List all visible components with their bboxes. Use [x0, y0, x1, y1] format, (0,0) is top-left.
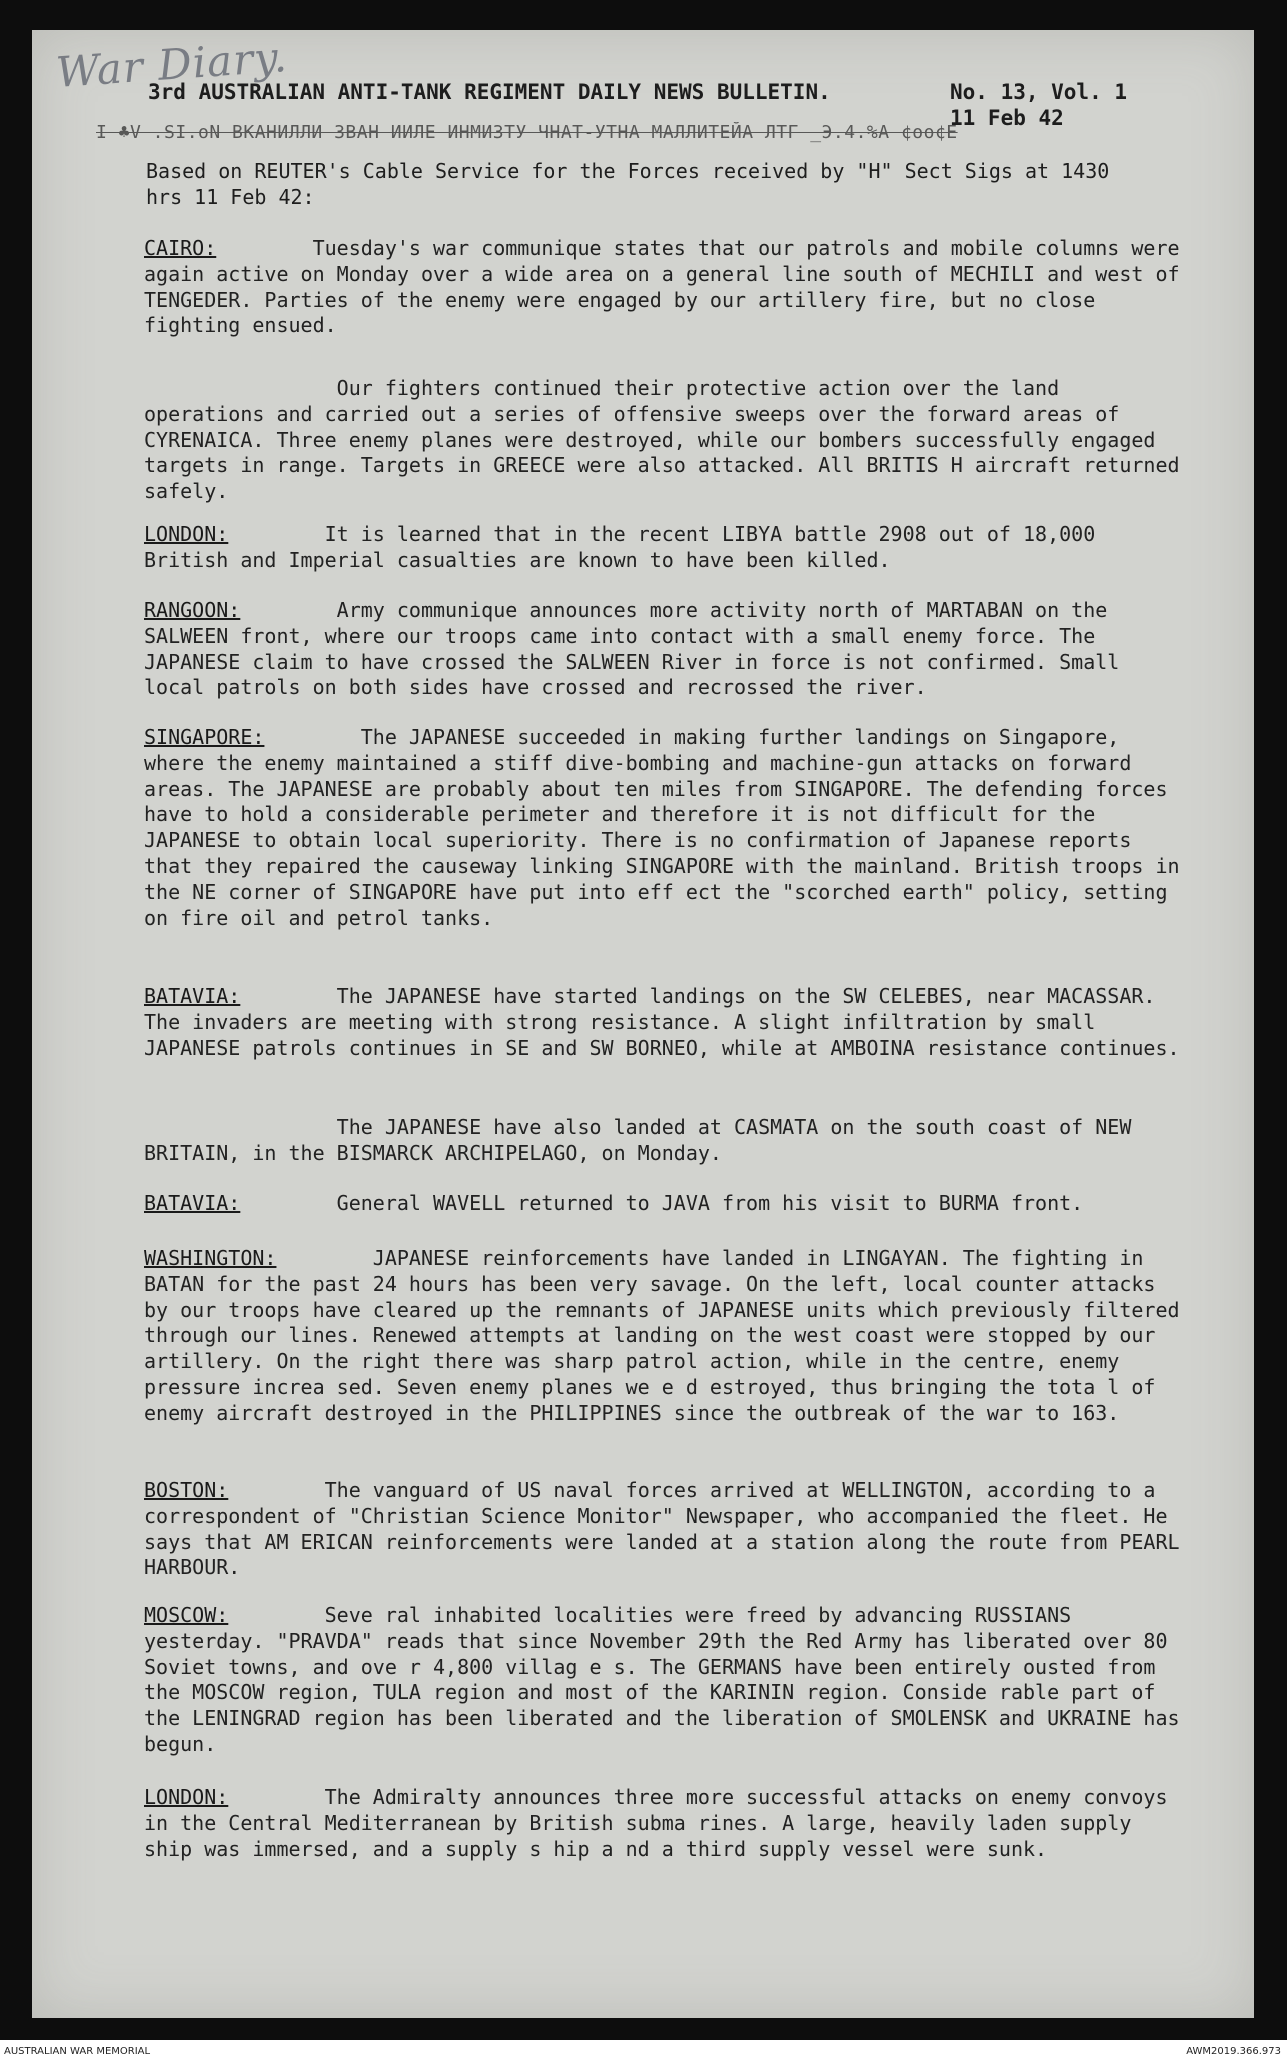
news-text: JAPANESE reinforcements have landed in LINGAYAN. The fighting in BATAN for the past 24 hours has been very savage. On the left, local counter attacks by our troops have cleared up the remnants of JAPANESE units which previously filtered through our lines. Renewed attempts at landing on the west coast were stopped by our artillery. On the right there was sharp patrol action, while in the centre, enemy pressure increa sed. Seven enemy planes we e d estroyed, thus bringing the tota l of enemy aircraft destroyed in the PHILIPPINES since the outbreak of the war to 163. — [144, 1246, 1192, 1425]
bulletin-date: 11 Feb 42 — [950, 106, 1064, 130]
news-item — [144, 522, 1184, 574]
issue-number: No. 13, Vol. 1 — [950, 80, 1128, 104]
dateline-place: BOSTON: — [144, 1478, 229, 1502]
dateline-place: LONDON: — [144, 522, 229, 546]
dateline-place: RANGOON: — [144, 598, 241, 622]
news-text: General WAVELL returned to JAVA from his visit to BURMA front. — [336, 1191, 1084, 1215]
dateline-place: CAIRO: — [144, 236, 217, 260]
news-text: The JAPANESE have started landings on the SW CELEBES, near MACASSAR. The invaders are meeting with strong resistance. A slight infiltration by small JAPANESE patrols continues in SE and SW BORNEO, while at AMBOINA resistance continues. — [144, 984, 1180, 1060]
footer — [0, 2044, 1287, 2061]
news-text: It is learned that in the recent LIBYA battle 2908 out of 18,000 British and Imperial casualties are known to have been killed. — [144, 522, 1108, 572]
dateline-place: LONDON: — [144, 1785, 229, 1809]
news-item — [144, 598, 1184, 701]
dateline-place: SINGAPORE: — [144, 725, 265, 749]
dateline-place: MOSCOW: — [144, 1603, 229, 1627]
news-item — [144, 984, 1184, 1061]
news-text: Army communique announces more activity north of MARTABAN on the SALWEEN front, where our troops came into contact with a small enemy force. The JAPANESE claim to have crossed the SALWEEN River in force is not confirmed. Small local patrols on both sides have crossed and recrossed the river. — [144, 598, 1132, 700]
news-text: The JAPANESE have also landed at CASMATA on the south coast of NEW BRITAIN, in the BISMARCK ARCHIPELAGO, on Monday. — [144, 1115, 1144, 1165]
news-text: The vanguard of US naval forces arrived at WELLINGTON, according to a correspondent of "Christian Science Monitor" Newspaper, who accompanied the fleet. He says that AM ERICAN reinforcements were landed at a station along the route from PEARL HARBOUR. — [144, 1478, 1192, 1580]
footer-accession: AWM2019.366.973 — [1186, 2046, 1281, 2057]
news-text: Our fighters continued their protective action over the land operations and carried out a series of offensive sweeps over the forward areas of CYRENAICA. Three enemy planes were destroyed, while our bombers successfully engaged targets in range. Targets in GREECE were also attacked. All BRITIS H aircraft returned safely. — [144, 376, 1192, 504]
news-text: The JAPANESE succeeded in making further landings on Singapore, where the enemy maintained a stiff dive-bombing and machine-gun attacks on forward areas. The JAPANESE are probably about ten miles from SINGAPORE. The defending forces have to hold a considerable perimeter and therefore it is not difficult for the JAPANESE to obtain local superiority. There is no confirmation of Japanese reports that they repaired the causeway linking SINGAPORE with the mainland. British troops in the NE corner of SINGAPORE have put into eff ect the "scorched earth" policy, setting on fire oil and petrol tanks. — [144, 725, 1192, 930]
handwritten-note: War Diary. — [54, 31, 290, 98]
news-item — [144, 1115, 1184, 1167]
news-item — [144, 376, 1192, 505]
intro-paragraph: Based on REUTER's Cable Service for the Forces received by "H" Sect Sigs at 1430 hrs 11 Feb 42: — [146, 159, 1110, 209]
news-item — [144, 1191, 1184, 1217]
news-text: Tuesday's war communique states that our patrols and mobile columns were again active on Monday over a wide area on a general line south of MECHILI and west of TENGEDER. Parties of the enemy were engaged by our artillery fire, but no close fighting ensued. — [144, 236, 1192, 338]
news-text: The Admiralty announces three more successful attacks on enemy convoys in the Central Mediterranean by British subma rines. A large, heavily laden supply ship was immersed, and a supply s hip a nd a third supply vessel were sunk. — [144, 1785, 1180, 1861]
dateline-place: WASHINGTON: — [144, 1246, 277, 1270]
struck-out-line: I ♣V .SI.oN ВКАНИЛЛИ ЗВАН ИИЛЕ ИНМИЗТУ ЧНАТ-УТНА МАЛЛИТЕЙА ЛТГ _Э.4.%А ¢оо¢Е — [96, 122, 958, 143]
news-item — [144, 1785, 1184, 1862]
news-item — [144, 1603, 1192, 1758]
news-text: Seve ral inhabited localities were freed by advancing RUSSIANS yesterday. "PRAVDA" reads that since November 29th the Red Army has liberated over 80 Soviet towns, and ove r 4,800 villag e s. The GERMANS have been entirely ousted from the MOSCOW region, TULA region and most of the KARININ region. Conside rable part of the LENINGRAD region has been liberated and the liberation of SMOLENSK and UKRAINE has begun. — [144, 1603, 1192, 1756]
news-item — [144, 1246, 1192, 1427]
dateline-place: BATAVIA: — [144, 984, 241, 1008]
bulletin-title: 3rd AUSTRALIAN ANTI-TANK REGIMENT DAILY NEWS BULLETIN. — [148, 80, 831, 104]
dateline-place: BATAVIA: — [144, 1191, 241, 1215]
news-item — [144, 1478, 1192, 1581]
footer-credit: AUSTRALIAN WAR MEMORIAL — [4, 2046, 151, 2057]
news-item — [144, 236, 1192, 339]
news-item — [144, 725, 1192, 931]
